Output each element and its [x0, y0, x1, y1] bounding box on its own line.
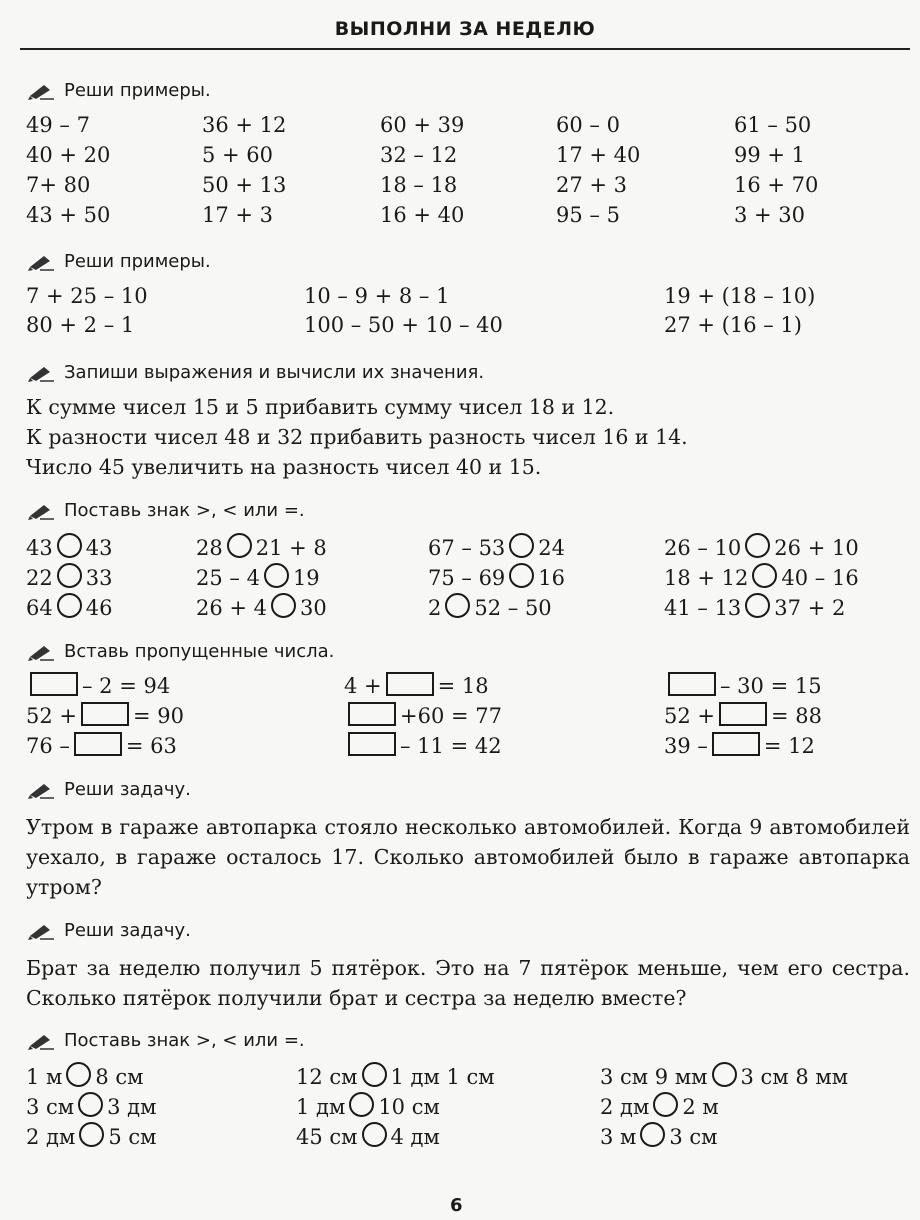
- pencil-icon: [28, 253, 54, 271]
- exercise-item: [664, 563, 859, 590]
- right-expression: 37 + 2: [774, 596, 846, 620]
- expression-suffix: = 90: [133, 704, 184, 728]
- example-text: 27 + (16 – 1): [664, 313, 802, 337]
- left-expression: 75 – 69: [428, 566, 506, 590]
- comparison-circle[interactable]: [745, 533, 770, 558]
- exercise-item: [296, 1122, 440, 1149]
- example-text: 95 – 5: [556, 203, 620, 227]
- exercise-item: [296, 1092, 440, 1119]
- left-expression: 25 – 4: [196, 566, 260, 590]
- exercise-item: [304, 313, 503, 337]
- exercise-row: [26, 143, 906, 173]
- exercise-item: [26, 593, 112, 620]
- left-expression: 41 – 13: [664, 596, 742, 620]
- exercise-item: [428, 533, 565, 560]
- pencil-icon: [28, 781, 54, 799]
- expression-prefix: 4 +: [344, 674, 382, 698]
- exercise-item: [26, 672, 170, 698]
- expression-suffix: +60 = 77: [400, 704, 502, 728]
- exercise-item: [196, 593, 327, 620]
- pencil-icon: [28, 502, 54, 520]
- right-expression: 19: [292, 566, 320, 590]
- left-expression: 26 – 10: [664, 536, 742, 560]
- exercise-item: [556, 143, 640, 167]
- comparison-circle[interactable]: [362, 1122, 387, 1147]
- section-title-text: Реши задачу.: [64, 779, 191, 800]
- missing-number-box[interactable]: [81, 702, 129, 726]
- exercise-item: [664, 313, 802, 337]
- right-measure: 3 см 8 мм: [740, 1065, 849, 1089]
- section-1-title: [28, 80, 211, 101]
- right-measure: 3 см: [669, 1125, 718, 1149]
- exercise-row: [26, 702, 906, 732]
- exercise-item: [26, 284, 148, 308]
- comparison-circle[interactable]: [66, 1062, 91, 1087]
- comparison-circle[interactable]: [712, 1062, 737, 1087]
- expression-suffix: = 63: [125, 734, 177, 758]
- exercise-row: [26, 1062, 906, 1092]
- example-text: 60 – 0: [556, 113, 620, 137]
- exercise-item: [26, 113, 90, 137]
- left-expression: 43: [26, 536, 53, 560]
- right-expression: 43: [85, 536, 113, 560]
- left-measure: 1 дм: [296, 1095, 346, 1119]
- exercise-item: [664, 702, 822, 728]
- exercise-item: [380, 173, 457, 197]
- example-text: 7+ 80: [26, 173, 91, 197]
- right-measure: 1 дм 1 см: [390, 1065, 495, 1089]
- task-text: Утром в гараже автопарка стояло несколько автомобилей. Когда 9 автомобилей уехало, в гараже осталось 17. Сколько автомобилей было в гараже автопарка утром?: [26, 815, 910, 899]
- exercise-item: [26, 173, 90, 197]
- example-text: 5 + 60: [202, 143, 274, 167]
- exercise-item: [196, 563, 320, 590]
- comparison-circle[interactable]: [509, 563, 534, 588]
- exercise-item: [664, 284, 815, 308]
- left-expression: 26 + 4: [196, 596, 268, 620]
- comparison-circle[interactable]: [264, 563, 289, 588]
- exercise-item: [664, 533, 859, 560]
- exercise-row: [26, 1122, 906, 1152]
- left-expression: 64: [26, 596, 53, 620]
- right-measure: 5 см: [108, 1125, 157, 1149]
- task-text: Брат за неделю получил 5 пятёрок. Это на 7 пятёрок меньше, чем его сестра. Сколько пятёрок получили брат и сестра за неделю вместе?: [26, 956, 910, 1010]
- exercise-item: [380, 143, 457, 167]
- right-measure: 2 м: [682, 1095, 719, 1119]
- example-text: 19 + (18 – 10): [664, 284, 816, 308]
- exercise-row: [26, 173, 906, 203]
- comparison-circle[interactable]: [653, 1092, 678, 1117]
- example-text: 43 + 50: [26, 203, 111, 227]
- expression-prefix: 76 –: [26, 734, 70, 758]
- exercise-item: [734, 173, 818, 197]
- section-title-text: Вставь пропущенные числа.: [64, 641, 335, 662]
- example-text: 3 + 30: [734, 203, 806, 227]
- expression-prefix: 52 +: [26, 704, 77, 728]
- example-text: 10 – 9 + 8 – 1: [304, 284, 450, 308]
- exercise-item: [26, 1062, 144, 1089]
- missing-number-box[interactable]: [74, 732, 122, 756]
- exercise-item: [600, 1092, 719, 1119]
- example-text: 17 + 3: [202, 203, 274, 227]
- exercise-row: [26, 313, 906, 343]
- left-expression: 18 + 12: [664, 566, 749, 590]
- exercise-item: [26, 313, 134, 337]
- exercise-row: [26, 1092, 906, 1122]
- section-4-title: [28, 500, 305, 521]
- exercise-row: [26, 672, 906, 702]
- example-text: 60 + 39: [380, 113, 465, 137]
- exercise-item: [26, 203, 110, 227]
- example-text: 16 + 40: [380, 203, 465, 227]
- section-6-title: [28, 779, 191, 800]
- expression-suffix: = 88: [771, 704, 822, 728]
- expression-suffix: = 18: [437, 674, 489, 698]
- pencil-icon: [28, 643, 54, 661]
- exercise-item: [344, 732, 502, 758]
- left-measure: 2 дм: [26, 1125, 76, 1149]
- exercise-item: [296, 1062, 495, 1089]
- exercise-item: [428, 563, 565, 590]
- right-measure: 8 см: [95, 1065, 144, 1089]
- exercise-item: [26, 533, 112, 560]
- missing-number-box[interactable]: [30, 672, 78, 696]
- exercise-row: [26, 203, 906, 233]
- pencil-icon: [28, 922, 54, 940]
- exercise-row: [26, 563, 906, 593]
- missing-number-box[interactable]: [719, 702, 767, 726]
- exercise-row: [26, 533, 906, 563]
- comparison-circle[interactable]: [78, 1092, 103, 1117]
- missing-number-box[interactable]: [348, 702, 396, 726]
- section-7-title: [28, 920, 191, 941]
- left-measure: 3 см 9 мм: [600, 1065, 708, 1089]
- section-title-text: Поставь знак >, < или =.: [64, 500, 305, 521]
- section-title-text: Реши задачу.: [64, 920, 191, 941]
- example-text: 80 + 2 – 1: [26, 313, 135, 337]
- comparison-circle[interactable]: [57, 533, 82, 558]
- example-text: 100 – 50 + 10 – 40: [304, 313, 503, 337]
- right-measure: 10 см: [378, 1095, 440, 1119]
- missing-number-box[interactable]: [668, 672, 716, 696]
- comparison-circle[interactable]: [509, 533, 534, 558]
- exercise-item: [734, 203, 805, 227]
- comparison-circle[interactable]: [227, 533, 252, 558]
- example-text: 49 – 7: [26, 113, 90, 137]
- expression-prefix: 39 –: [664, 734, 708, 758]
- right-measure: 3 дм: [107, 1095, 157, 1119]
- section-2-title: [28, 251, 211, 272]
- exercise-item: [26, 563, 112, 590]
- left-measure: 3 см: [26, 1095, 75, 1119]
- exercise-item: [380, 113, 464, 137]
- word-problem-line: К разности чисел 48 и 32 прибавить разность чисел 16 и 14.: [26, 425, 688, 449]
- section-title-text: Реши примеры.: [64, 251, 211, 272]
- exercise-item: [196, 533, 327, 560]
- exercise-item: [26, 143, 110, 167]
- pencil-icon: [28, 1032, 54, 1050]
- header-rule: [20, 48, 910, 50]
- comparison-circle[interactable]: [362, 1062, 387, 1087]
- expression-suffix: – 30 = 15: [720, 674, 822, 698]
- example-text: 61 – 50: [734, 113, 812, 137]
- exercise-item: [202, 113, 286, 137]
- left-expression: 28: [196, 536, 223, 560]
- example-text: 36 + 12: [202, 113, 287, 137]
- example-text: 16 + 70: [734, 173, 819, 197]
- left-measure: 45 см: [296, 1125, 358, 1149]
- example-text: 99 + 1: [734, 143, 806, 167]
- right-expression: 21 + 8: [255, 536, 327, 560]
- section-title-text: Реши примеры.: [64, 80, 211, 101]
- right-measure: 4 дм: [390, 1125, 440, 1149]
- expression-prefix: 52 +: [664, 704, 715, 728]
- left-measure: 1 м: [26, 1065, 63, 1089]
- right-expression: 24: [538, 536, 566, 560]
- left-measure: 2 дм: [600, 1095, 650, 1119]
- comparison-circle[interactable]: [745, 593, 770, 618]
- comparison-circle[interactable]: [79, 1122, 104, 1147]
- right-expression: 40 – 16: [781, 566, 859, 590]
- right-expression: 46: [85, 596, 113, 620]
- missing-number-box[interactable]: [712, 732, 760, 756]
- exercise-item: [428, 593, 552, 620]
- comparison-circle[interactable]: [752, 563, 777, 588]
- exercise-item: [556, 173, 627, 197]
- exercise-row: [26, 113, 906, 143]
- word-problem-line: К сумме чисел 15 и 5 прибавить сумму чисел 18 и 12.: [26, 395, 615, 419]
- left-measure: 3 м: [600, 1125, 637, 1149]
- left-expression: 2: [428, 596, 442, 620]
- exercise-item: [734, 113, 811, 137]
- exercise-item: [304, 284, 449, 308]
- section-title-text: Поставь знак >, < или =.: [64, 1030, 305, 1051]
- section-8-title: [28, 1030, 305, 1051]
- pencil-icon: [28, 82, 54, 100]
- right-expression: 16: [538, 566, 566, 590]
- expression-suffix: = 12: [763, 734, 815, 758]
- exercise-item: [600, 1122, 718, 1149]
- comparison-circle[interactable]: [57, 593, 82, 618]
- exercise-row: [26, 732, 906, 762]
- example-text: 27 + 3: [556, 173, 628, 197]
- expression-suffix: – 11 = 42: [400, 734, 502, 758]
- example-text: 50 + 13: [202, 173, 287, 197]
- example-text: 32 – 12: [380, 143, 458, 167]
- exercise-item: [664, 732, 815, 758]
- left-expression: 22: [26, 566, 53, 590]
- left-expression: 67 – 53: [428, 536, 506, 560]
- expression-suffix: – 2 = 94: [82, 674, 171, 698]
- section-5-title: [28, 641, 334, 662]
- comparison-circle[interactable]: [349, 1092, 374, 1117]
- exercise-item: [664, 593, 845, 620]
- exercise-item: [556, 203, 620, 227]
- exercise-item: [202, 203, 273, 227]
- exercise-item: [26, 1092, 156, 1119]
- left-measure: 12 см: [296, 1065, 358, 1089]
- missing-number-box[interactable]: [348, 732, 396, 756]
- right-expression: 26 + 10: [774, 536, 859, 560]
- exercise-item: [26, 702, 184, 728]
- pencil-icon: [28, 364, 54, 382]
- exercise-item: [26, 1122, 156, 1149]
- section-3-title: [28, 362, 484, 383]
- comparison-circle[interactable]: [271, 593, 296, 618]
- right-expression: 33: [85, 566, 113, 590]
- exercise-item: [344, 672, 489, 698]
- page-header: ВЫПОЛНИ ЗА НЕДЕЛЮ: [334, 18, 596, 40]
- comparison-circle[interactable]: [445, 593, 470, 618]
- example-text: 40 + 20: [26, 143, 111, 167]
- exercise-item: [344, 702, 502, 728]
- word-problem-line: Число 45 увеличить на разность чисел 40 и 15.: [26, 455, 542, 479]
- example-text: 7 + 25 – 10: [26, 284, 148, 308]
- page-number: 6: [450, 1195, 463, 1216]
- exercise-item: [380, 203, 464, 227]
- exercise-item: [202, 143, 273, 167]
- section-title-text: Запиши выражения и вычисли их значения.: [64, 362, 485, 383]
- exercise-item: [600, 1062, 848, 1089]
- exercise-row: [26, 593, 906, 623]
- exercise-item: [26, 732, 177, 758]
- exercise-item: [556, 113, 620, 137]
- comparison-circle[interactable]: [640, 1122, 665, 1147]
- exercise-item: [202, 173, 286, 197]
- right-expression: 30: [300, 596, 327, 620]
- example-text: 18 – 18: [380, 173, 458, 197]
- missing-number-box[interactable]: [386, 672, 434, 696]
- example-text: 17 + 40: [556, 143, 641, 167]
- exercise-row: [26, 284, 906, 314]
- comparison-circle[interactable]: [57, 563, 82, 588]
- right-expression: 52 – 50: [474, 596, 552, 620]
- exercise-item: [664, 672, 822, 698]
- exercise-item: [734, 143, 805, 167]
